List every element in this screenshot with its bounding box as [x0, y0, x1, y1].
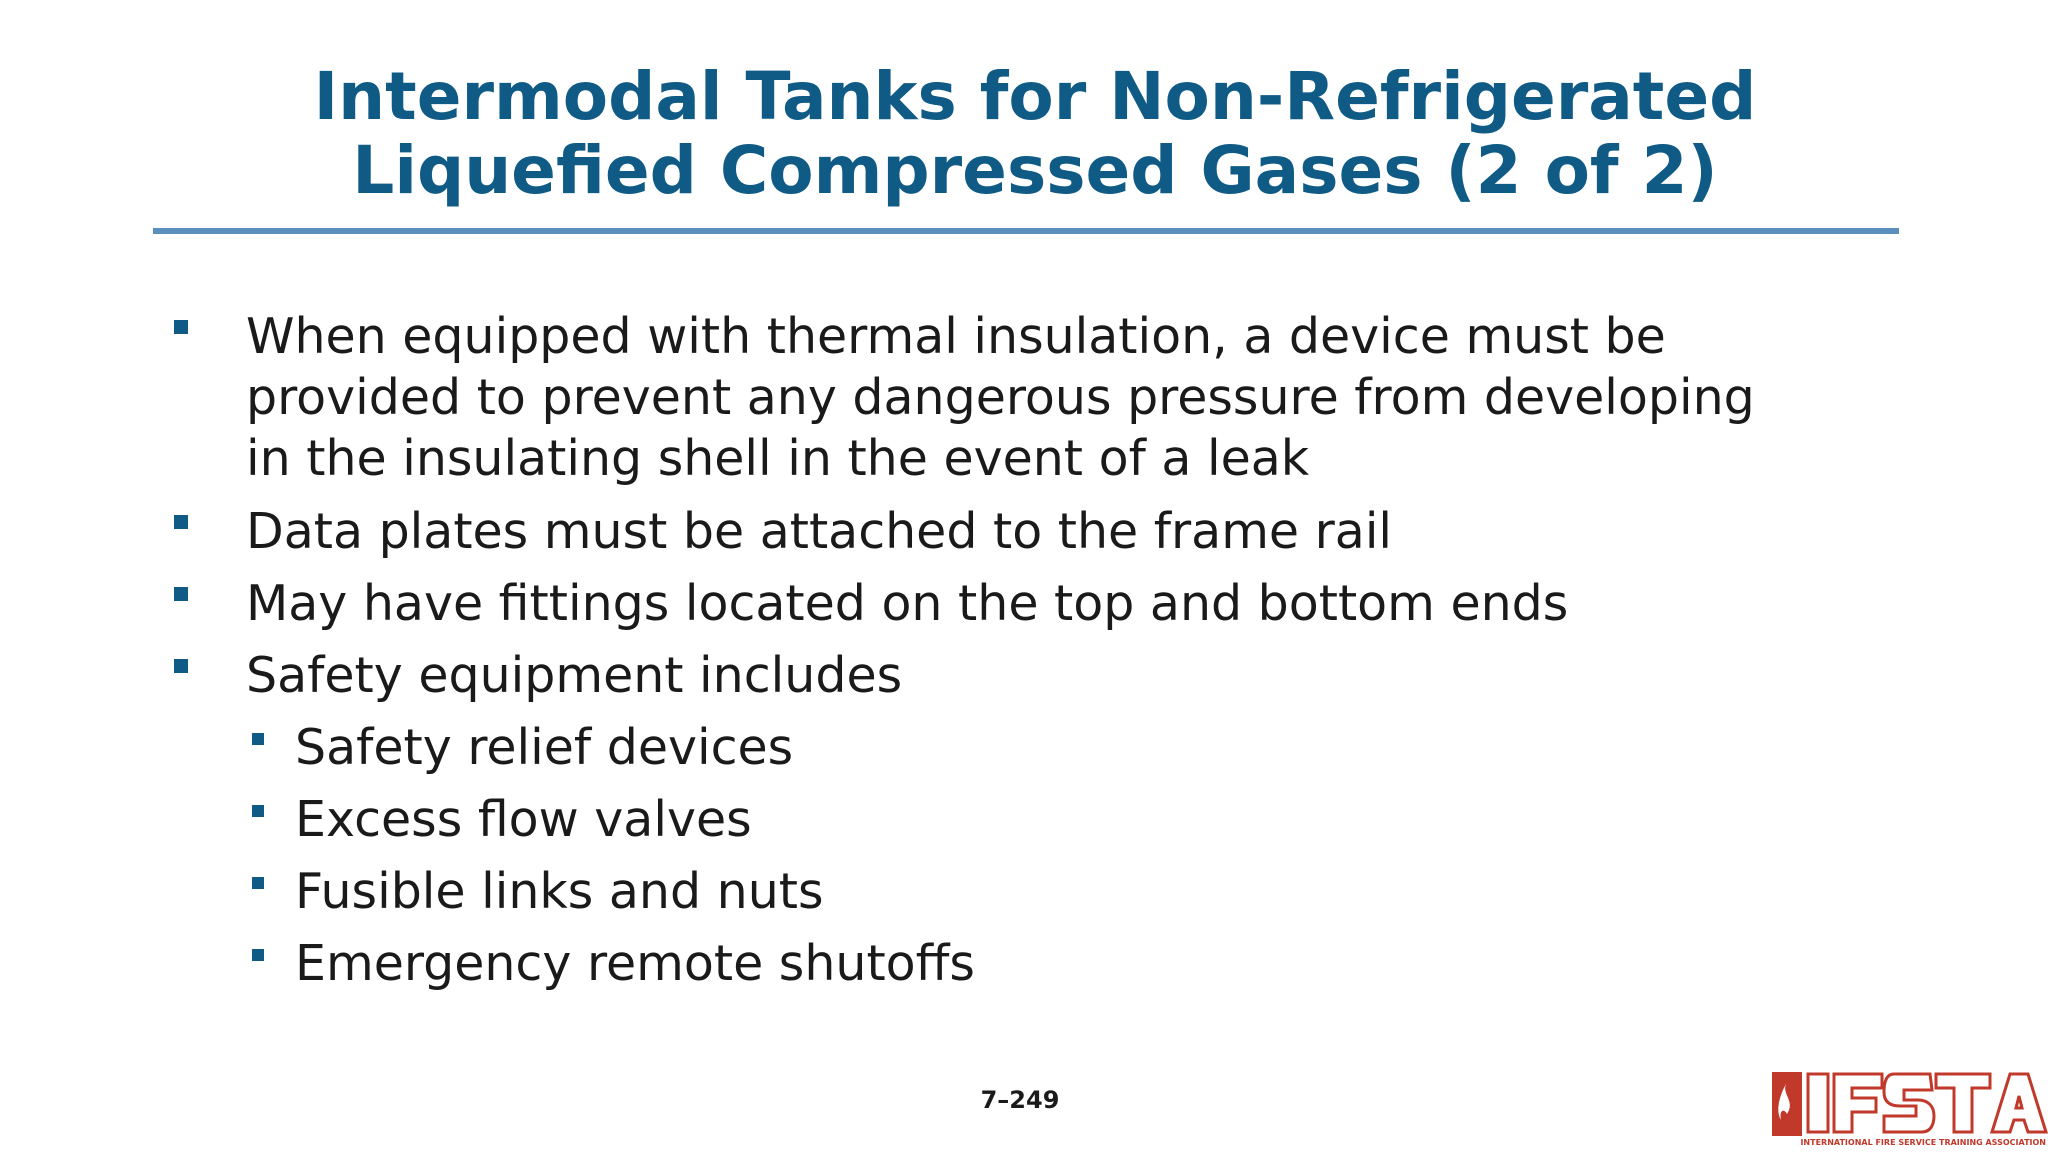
sub-bullet-marker [252, 805, 264, 817]
bullet-item [246, 645, 902, 706]
bullet-text: in the insulating shell in the event of a leak [246, 430, 1310, 487]
sub-bullet-item [295, 861, 824, 922]
bullet-item [246, 501, 1392, 562]
bullet-item [246, 306, 1755, 489]
bullet-marker [174, 587, 188, 601]
sub-bullet-marker [252, 949, 264, 961]
sub-bullet-item [295, 933, 975, 994]
sub-bullet-marker [252, 877, 264, 889]
logo-wordmark [1808, 1074, 2046, 1132]
sub-bullet-text: Emergency remote shutoffs [295, 935, 975, 992]
bullet-item [246, 573, 1568, 634]
sub-bullet-text: Safety relief devices [295, 719, 794, 776]
page-number: 7–249 [980, 1086, 1060, 1114]
sub-bullet-marker [252, 733, 264, 745]
title-line-2: Liquefied Compressed Gases (2 of 2) [352, 132, 1718, 209]
sub-bullet-item [295, 789, 752, 850]
logo-tagline: INTERNATIONAL FIRE SERVICE TRAINING ASSOCIATION [1800, 1138, 2046, 1147]
sub-bullet-item [295, 717, 793, 778]
bullet-text: May have fittings located on the top and bottom ends [246, 575, 1569, 632]
bullet-text: Data plates must be attached to the frame rail [246, 503, 1393, 560]
bullet-text: When equipped with thermal insulation, a device must be [246, 308, 1666, 365]
title-line-1: Intermodal Tanks for Non-Refrigerated [313, 58, 1757, 135]
ifsta-logo [1770, 1068, 2048, 1148]
bullet-text: Safety equipment includes [246, 647, 903, 704]
bullet-text: provided to prevent any dangerous pressure from developing [246, 369, 1755, 426]
sub-bullet-text: Excess flow valves [295, 791, 752, 848]
bullet-marker [174, 320, 188, 334]
bullet-marker [174, 659, 188, 673]
sub-bullet-text: Fusible links and nuts [295, 863, 824, 920]
bullet-marker [174, 515, 188, 529]
